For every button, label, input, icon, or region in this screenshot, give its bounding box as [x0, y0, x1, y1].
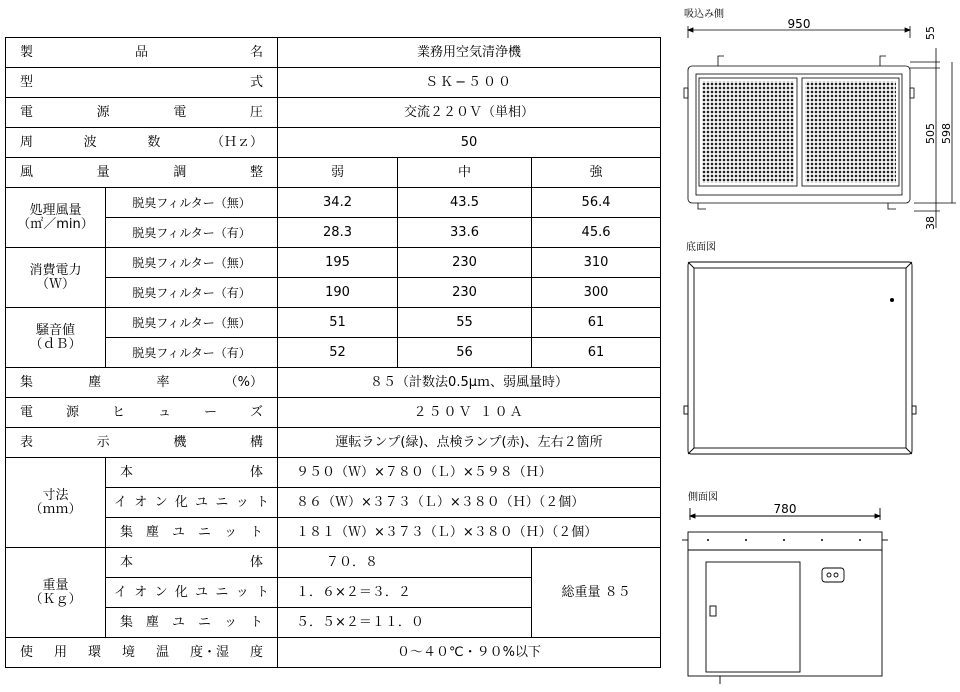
- label-char: 型: [20, 74, 34, 90]
- dim-label: [106, 488, 278, 518]
- label-char: ユ: [172, 524, 186, 540]
- label-char: ユ: [195, 584, 209, 600]
- cell-value: 61: [532, 338, 661, 368]
- label-char: ユ: [172, 614, 186, 630]
- label-weight: 重量 （Ｋｇ）: [6, 548, 106, 638]
- label-char: ニ: [198, 614, 212, 630]
- value-indicator: 運転ランプ(緑)、点検ランプ(赤)、左右２箇所: [278, 428, 661, 458]
- label-char: 体: [250, 464, 264, 480]
- weight-label: [106, 578, 278, 608]
- label-char: 度: [250, 644, 264, 660]
- label-processing: 処理風量 （㎡／min）: [6, 188, 106, 248]
- label-char: イ: [114, 494, 128, 510]
- dim-length: 780: [773, 502, 797, 516]
- row-product: [6, 38, 661, 68]
- label-char: 数: [147, 134, 161, 150]
- value-product: 業務用空気清浄機: [278, 38, 661, 68]
- dim-value: ９５０（Ｗ）×７８０（Ｌ）×５９８（Ｈ）: [278, 458, 661, 488]
- label-char: ッ: [224, 524, 238, 540]
- filter-with-label: 脱臭フィルター（有）: [106, 338, 278, 368]
- cell-value: 51: [278, 308, 398, 338]
- label-char: 品: [135, 44, 149, 60]
- weight-value: １．６×２＝３．２: [278, 578, 532, 608]
- label-char: ズ: [250, 404, 264, 420]
- label-char: 体: [250, 554, 264, 570]
- label-char: オ: [134, 584, 148, 600]
- label-char: ト: [250, 614, 264, 630]
- label-char: 波: [83, 134, 97, 150]
- filter-without-label: 脱臭フィルター（無）: [106, 248, 278, 278]
- label-char: 電: [20, 404, 34, 420]
- value-voltage: 交流２２０Ｖ（単相）: [278, 98, 661, 128]
- label-char: ト: [255, 584, 269, 600]
- label-dust-rate: [6, 368, 278, 398]
- label-char: ニ: [215, 584, 229, 600]
- label-char: イ: [114, 584, 128, 600]
- weight-total: 総重量 ８５: [532, 548, 661, 638]
- row-processing-without: [6, 188, 661, 218]
- row-noise-without: [6, 308, 661, 338]
- bolt-icon: [890, 298, 894, 302]
- cell-value: 43.5: [398, 188, 532, 218]
- label-environment: [6, 638, 278, 668]
- label-model: [6, 68, 278, 98]
- label-char: 表: [20, 434, 34, 450]
- side-view-drawing: [680, 500, 920, 692]
- cell-value: 310: [532, 248, 661, 278]
- label-char: 本: [120, 554, 134, 570]
- label-char: 源: [66, 404, 80, 420]
- cell-value: 190: [278, 278, 398, 308]
- dim-total: 598: [940, 123, 953, 144]
- label-char: 化: [174, 584, 188, 600]
- label-char: 率: [156, 374, 170, 390]
- weight-label: [106, 548, 278, 578]
- bottom-view-drawing: [680, 256, 920, 462]
- label-frequency: [6, 128, 278, 158]
- label-char: ニ: [198, 524, 212, 540]
- filter-without-label: 脱臭フィルター（無）: [106, 188, 278, 218]
- label-dimensions: 寸法 （ｍｍ）: [6, 458, 106, 548]
- dim-label: [106, 458, 278, 488]
- label-char: （Ｈｚ）: [210, 134, 263, 150]
- label-char: 機: [173, 434, 187, 450]
- intake-grille-left: [702, 81, 794, 183]
- cell-value: 56: [398, 338, 532, 368]
- label-char: 源: [96, 104, 110, 120]
- label-char: ー: [204, 404, 218, 420]
- dim-label: [106, 518, 278, 548]
- label-fuse: [6, 398, 278, 428]
- dim-bottom: 38: [924, 216, 937, 230]
- label-char: 量: [96, 164, 110, 180]
- spec-table: [5, 37, 661, 668]
- label-char: 集: [20, 374, 34, 390]
- weight-value: ７０．８: [278, 548, 532, 578]
- row-environment: [6, 638, 661, 668]
- label-char: 温: [156, 644, 170, 660]
- label-char: 製: [20, 44, 34, 60]
- weight-value: ５．５×２＝１１．０: [278, 608, 532, 638]
- label-char: 集: [120, 524, 134, 540]
- label-char: 示: [96, 434, 110, 450]
- cell-value: 34.2: [278, 188, 398, 218]
- label-char: 式: [250, 74, 264, 90]
- label-char: 調: [173, 164, 187, 180]
- cell-value: 300: [532, 278, 661, 308]
- label-char: 化: [174, 494, 188, 510]
- filter-with-label: 脱臭フィルター（有）: [106, 278, 278, 308]
- label-char: 集: [120, 614, 134, 630]
- label-char: 風: [20, 164, 34, 180]
- front-view-caption: 吸込み側: [684, 9, 724, 20]
- label-char: 電: [173, 104, 187, 120]
- value-frequency: 50: [278, 128, 661, 158]
- row-power-without: [6, 248, 661, 278]
- label-char: ン: [154, 494, 168, 510]
- label-char: ユ: [195, 494, 209, 510]
- label-product: [6, 38, 278, 68]
- row-dust-rate: [6, 368, 661, 398]
- value-fuse: ２５０Ｖ １０Ａ: [278, 398, 661, 428]
- label-char: ッ: [224, 614, 238, 630]
- cell-value: 33.6: [398, 218, 532, 248]
- label-char: 圧: [249, 104, 263, 120]
- cell-value: 52: [278, 338, 398, 368]
- label-char: 使: [20, 644, 34, 660]
- label-char: 本: [120, 464, 134, 480]
- label-char: （%）: [224, 374, 264, 390]
- airflow-strong: 強: [532, 158, 661, 188]
- dim-value: ８６（Ｗ）×３７３（Ｌ）×３８０（Ｈ）（２個）: [278, 488, 661, 518]
- label-char: 塵: [88, 374, 102, 390]
- filter-without-label: 脱臭フィルター（無）: [106, 308, 278, 338]
- label-char: 名: [250, 44, 264, 60]
- label-char: 周: [20, 134, 34, 150]
- label-char: 電: [20, 104, 34, 120]
- dim-width: 950: [787, 18, 811, 31]
- row-indicator: [6, 428, 661, 458]
- label-char: 塵: [146, 614, 160, 630]
- label-char: ト: [255, 494, 269, 510]
- row-airflow: [6, 158, 661, 188]
- row-dim-body: [6, 458, 661, 488]
- row-model: [6, 68, 661, 98]
- dim-body: 505: [924, 123, 937, 144]
- label-char: 整: [249, 164, 263, 180]
- cell-value: 56.4: [532, 188, 661, 218]
- cell-value: 28.3: [278, 218, 398, 248]
- side-view-caption: 側面図: [688, 492, 718, 503]
- cell-value: 230: [398, 248, 532, 278]
- airflow-medium: 中: [398, 158, 532, 188]
- label-char: 用: [54, 644, 68, 660]
- label-indicator: [6, 428, 278, 458]
- label-char: オ: [134, 494, 148, 510]
- label-power: 消費電力 （Ｗ）: [6, 248, 106, 308]
- cell-value: 230: [398, 278, 532, 308]
- value-model: ＳＫ−５００: [278, 68, 661, 98]
- row-weight-body: [6, 548, 661, 578]
- front-view-drawing: [678, 18, 960, 232]
- cell-value: 45.6: [532, 218, 661, 248]
- value-environment: ０〜４０℃・９０%以下: [278, 638, 661, 668]
- bottom-view-caption: 底面図: [686, 242, 716, 253]
- airflow-weak: 弱: [278, 158, 398, 188]
- cell-value: 55: [398, 308, 532, 338]
- label-char: ト: [250, 524, 264, 540]
- label-char: 境: [122, 644, 136, 660]
- row-fuse: [6, 398, 661, 428]
- label-char: 塵: [146, 524, 160, 540]
- label-noise: 騒音値 （ｄＢ）: [6, 308, 106, 368]
- label-airflow: [6, 158, 278, 188]
- label-char: ュ: [158, 404, 172, 420]
- label-char: ッ: [235, 584, 249, 600]
- label-char: ヒ: [112, 404, 126, 420]
- dim-top: 55: [924, 26, 937, 40]
- intake-grille-right: [805, 81, 896, 183]
- label-char: 環: [88, 644, 102, 660]
- cell-value: 195: [278, 248, 398, 278]
- row-voltage: [6, 98, 661, 128]
- label-char: ン: [154, 584, 168, 600]
- value-dust-rate: ８５（計数法0.5μｍ、弱風量時）: [278, 368, 661, 398]
- label-char: 構: [249, 434, 263, 450]
- label-char: ッ: [235, 494, 249, 510]
- label-voltage: [6, 98, 278, 128]
- label-char: ニ: [215, 494, 229, 510]
- cell-value: 61: [532, 308, 661, 338]
- dim-value: １８１（Ｗ）×３７３（Ｌ）×３８０（Ｈ）（２個）: [278, 518, 661, 548]
- label-char: 度・湿: [190, 644, 230, 660]
- weight-label: [106, 608, 278, 638]
- filter-with-label: 脱臭フィルター（有）: [106, 218, 278, 248]
- row-frequency: [6, 128, 661, 158]
